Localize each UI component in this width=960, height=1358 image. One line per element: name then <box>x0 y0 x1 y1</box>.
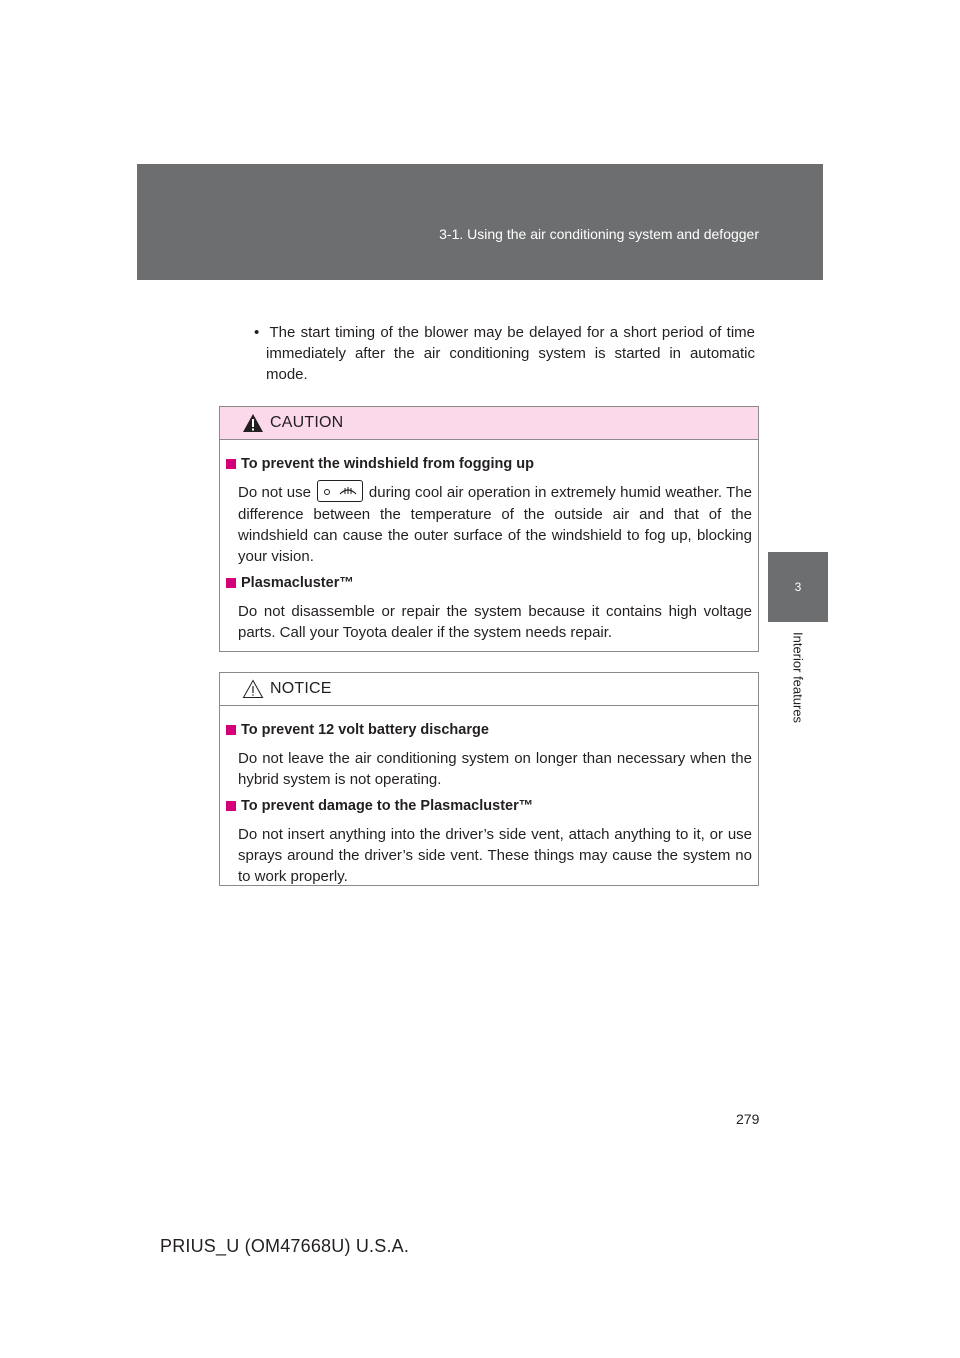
notice-item-text: Do not insert anything into the driver’s side vent, attach anything to it, or use sprays around the driver’s side vent. These things may cause the system no to work properly. <box>238 826 752 885</box>
header-band <box>137 164 823 280</box>
caution-title: CAUTION <box>270 414 344 431</box>
bullet-square-icon <box>226 459 236 469</box>
chapter-number: 3 <box>794 580 802 594</box>
warning-triangle-icon <box>242 413 264 433</box>
bullet-note <box>254 322 755 385</box>
notice-box <box>219 672 759 886</box>
notice-item-heading: To prevent 12 volt battery discharge <box>226 720 752 740</box>
caution-item-text: Do not use during cool air operation in extremely humid weather. The difference between the temperature of the outside air and that of the windshield can cause the outer surface of the windshield to fog up, blocking your vision. <box>226 482 752 567</box>
warning-triangle-outline-icon <box>242 679 264 699</box>
caution-box <box>219 406 759 652</box>
notice-item-heading: To prevent damage to the Plasmacluster™ <box>226 796 752 816</box>
notice-title: NOTICE <box>270 680 332 697</box>
caution-item-text: Do not disassemble or repair the system because it contains high voltage parts. Call your Toyota dealer if the system needs repair. <box>238 603 752 642</box>
page-number: 279 <box>736 1111 760 1127</box>
notice-header <box>220 673 758 706</box>
caution-item-heading: To prevent the windshield from fogging up <box>226 454 752 474</box>
caution-header <box>220 407 758 440</box>
footer-model: PRIUS_U (OM47668U) U.S.A. <box>160 1236 410 1256</box>
bullet-square-icon <box>226 578 236 588</box>
bullet-square-icon <box>226 801 236 811</box>
bullet-marker: • <box>254 324 260 341</box>
bullet-square-icon <box>226 725 236 735</box>
front-defogger-button-icon <box>317 480 363 502</box>
section-title: 3-1. Using the air conditioning system and defogger <box>439 226 759 242</box>
caution-item-heading: Plasmacluster™ <box>226 573 752 593</box>
bullet-text: The start timing of the blower may be delayed for a short period of time immediately after the air conditioning system is started in automatic mode. <box>266 324 755 383</box>
chapter-label: Interior features <box>790 632 806 724</box>
notice-item-text: Do not leave the air conditioning system on longer than necessary when the hybrid system is not operating. <box>238 750 752 788</box>
chapter-tab <box>768 552 828 622</box>
